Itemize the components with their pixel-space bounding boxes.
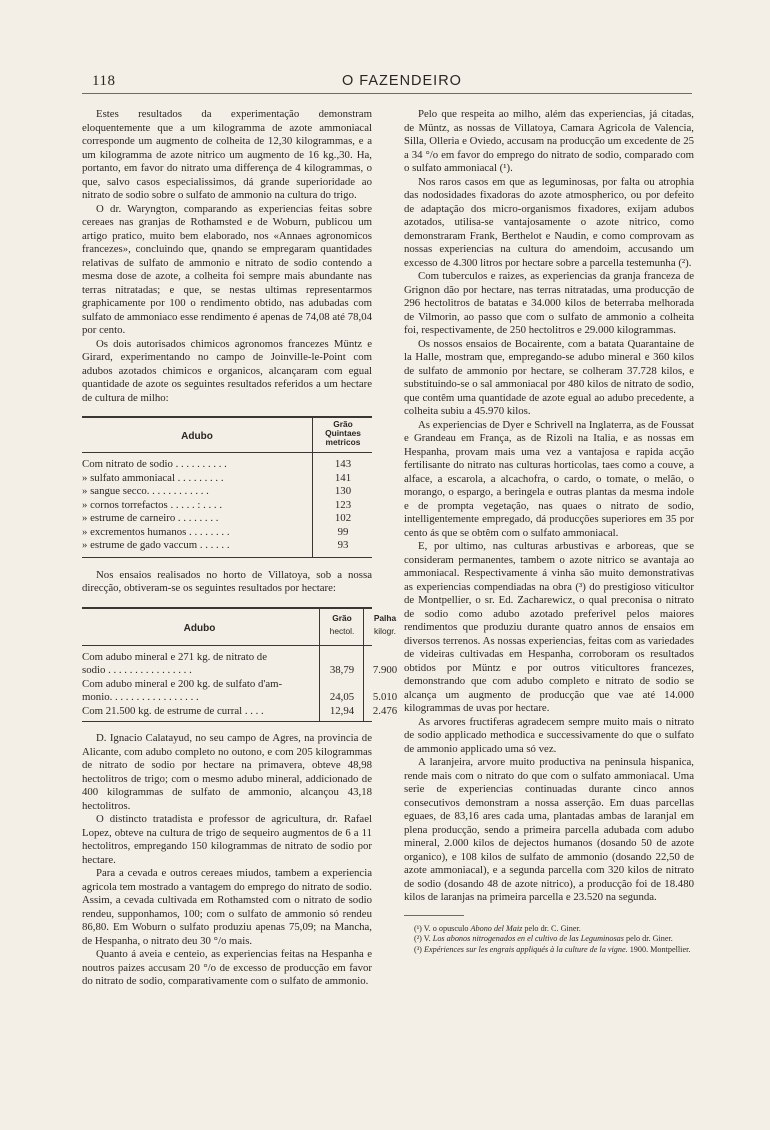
running-header (82, 70, 692, 92)
paragraph: O dr. Waryngton, comparando as experiencias feitas sobre cereaes nas granjas de Rothamsted e de Woburn, publicou um artigo pratico, muito bem elaborado, nos «Annaes agronomicos francezes», concluindo que, qnando se empregaram quantidades relativas de sulfato de ammonio e nitrato de sodio contendo a mesma dose de azote, a colheita foi sempre mais abundante nas terras nitratadas; e que, se nestas ultimas representarmos graphicamente por 100 o rendimento obtido, nas adubadas com sulfato de ammoniaco esse rendimento é apenas de 74,08 até 78,04 por cento. (82, 202, 372, 336)
page-number: 118 (92, 73, 116, 89)
maize-yield-table (82, 416, 372, 558)
paragraph: Com tuberculos e raizes, as experiencias da granja franceza de Grignon dão por hectare, nas terras nitratadas, uma producção de 296 hectolitros de batatas e 34.000 kilos de beterraba melhorada de Vilmorin, ao passo que com o sulfato de ammonio a colheita foi, respectivamente, de 250 hectolitros e 29.000 kilogrammas. (404, 270, 694, 336)
left-column (82, 108, 398, 989)
journal-title: O FAZENDEIRO (342, 73, 462, 89)
villatoya-results-table (82, 607, 398, 723)
table-row: » sulfato ammoniacal . . . . . . . . . 141 (82, 471, 352, 484)
paragraph: A laranjeira, arvore muito productiva na peninsula hispanica, rende mais com o nitrato do que com o sulfato ammoniacal. Uma serie de experiencias continuadas durante cinco annos consecutivos demonstram a nossa asserção. Em duas parcellas eguaes, de 83,16 ares cada uma, plantadas ambas de laranjal em plena producção, sendo a primeira parcella adubada com adubo mineral, 2.000 kilos de dejectos humanos (dosando 50 de azote organico), e 108 kilos de sulfato de ammonio (dosando 22,50 de azote ammoniacal), e a segunda parcella com 320 kilos de nitrato de sodio (dosando 48 de azote nitrico), a producção foi de 18.480 kilos de laranjas na primeira parcella e 23.520 na segunda. (404, 756, 694, 903)
table-header (82, 418, 372, 453)
column-divider (363, 609, 364, 645)
column-header-grao: Grão Quintaes metricos (325, 419, 361, 447)
footnote-2: (²) V. Los abonos nitrogenados en el cultivo de las Leguminosas pelo dr. Giner. (414, 934, 673, 943)
right-column (404, 108, 694, 955)
table-body (82, 453, 372, 557)
paragraph: Estes resultados da experimentação demonstram eloquentemente que a um kilogramma de azote ammoniacal corresponde um augmento de colheita de 12,30 kilogrammas, e a um kilogramma de azote nitrico um augmento de 16 kg.,30. Ha, portanto, em favor do nitrato uma differença de 4 kilogrammas, o que, salvo casos especialissimos, dá grande superioridade ao nitrato de sodio sobre o sulfato de ammonio na cultura do trigo. (82, 108, 372, 201)
paragraph: Nos ensaios realisados no horto de Villatoya, sob a nossa direcção, obtiveram-se os seguintes resultados por hectare: (82, 568, 372, 594)
paragraph: Pelo que respeita ao milho, além das experiencias, já citadas, de Müntz, as nossas de Villatoya, Camara Agricola de Valencia, Silla, Olleria e Oviedo, accusam na producção um excedente de 25 a 34 °/o em favor do emprego do nitrato de sodio, comparado com o sulfato ammoniacal (¹). (404, 108, 694, 174)
footnote-1: (¹) V. o opusculo Abono del Maiz pelo dr. C. Giner. (414, 923, 581, 933)
paragraph: Os dois autorisados chimicos agronomos francezes Müntz e Girard, experimentando no campo de Joinville-le-Point com adubos azotados chimicos e organicos, alcançaram com egual quantidade de azote os seguintes resultados referidos a um hectare de cultura de milho: (82, 337, 372, 404)
paragraph: Nos raros casos em que as leguminosas, por falta ou atrophia das nodosidades fixadoras do azote atmospherico, ou por defeito de adaptação dos micro-organismos fixadores, exijam adubos azotados, utilisa-se vantajosamente o azote nitrico, como demonstraram Frank, Berthelot e Naudin, e como comprovam as nossas experiencias na cultura do amendoim, accusando um excesso de 4.300 litros por hectare sobre a parcella testemunha (²). (404, 175, 694, 269)
column-header-adubo: Adubo (183, 622, 216, 634)
table-row: Com nitrato de sodio . . . . . . . . . . 143 (82, 458, 352, 470)
table-row: Com adubo mineral e 271 kg. de nitrato de (82, 650, 268, 663)
paragraph: E, por ultimo, nas culturas arbustivas e arboreas, que se consideram permanentes, tambem o azote nitrico se avantaja ao ammoniacal. Respectivamente á vinha são muito demonstrativas as experiencias compendiadas na obra (³) do prestigioso viticultor de Montpellier, o sr. Ed. Zacharewicz, o qual preconisa o nitrato de sodio como adubo azotado preferivel pelos maiores rendimentos que produziu durante quatro annos de ensaios em diversos terrenos. As nossas experiencias, feitas com as variedades de videiras cultivadas em Hespanha, corroboram os resultados obtidos por Müntz e por outros viticultores francezes, demonstrando que com adubo completo e nitrato de sodio se alcança um augmento de producção que vae até 14.000 kilogrammas de uvas por hectare. (404, 540, 694, 714)
paragraph: As arvores fructiferas agradecem sempre muito mais o nitrato de sodio applicado methodica e successivamente do que o sulfato de ammonio applicado uma só vez. (404, 715, 694, 755)
footnote-3: (³) Expériences sur les engrais appliqués à la culture de la vigne. 1900. Montpellier. (414, 944, 691, 954)
table-row: » cornos torrefactos . . . . . : . . . . 123 (82, 498, 352, 511)
column-header-grao: Grão hectol. (329, 612, 355, 636)
footnote-rule (404, 915, 464, 916)
column-divider (312, 418, 313, 452)
paragraph: As experiencias de Dyer e Schrivell na Inglaterra, as de Foussat e Grandeau em França, as de Rizoli na Italia, e as nossas em Hespanha, provam mais uma vez a vantajosa e rapida acção fertilisante do nitrato nas culturas horticolas, taes como a couve, a alface, a escarola, a alcachofra, o cardo, o tomate, o melão, o morango, o espargo, a beringela e outras plantas da mesma indole e de prompta vegetação, nas quaes o nitrato de sodio, intelligentemente empregado, dá producções superiores em 35 por cento ás que se obtêm com o sulfato ammoniacal. (404, 418, 694, 539)
column-header-adubo: Adubo (181, 431, 213, 442)
table-body (82, 646, 398, 722)
table-row: » estrume de gado vaccum . . . . . . 93 (82, 539, 349, 551)
paragraph: Quanto á aveia e centeio, as experiencias feitas na Hespanha e noutros paizes accusam 20 °/o de excesso de producção em favor do nitrato de sodio, comparativamente com o sulfato de ammonio. (82, 948, 372, 987)
paragraph: D. Ignacio Calatayud, no seu campo de Agres, na provincia de Alicante, com adubo completo no outono, e com 205 kilogrammas de nitrato de sodio por hectare na primavera, obteve 48,98 hectolitros de trigo; com o mesmo adubo mineral, addicionado de 400 kilogrammas de sulfato de ammonio, alcançou 43,18 hectolitros. (82, 732, 372, 812)
column-header-palha: Palha kilogr. (373, 612, 397, 636)
table-row: » sangue secco. . . . . . . . . . . . 130 (82, 485, 352, 497)
table-row: Com 21.500 kg. de estrume de curral . . . . 12,94 2.476 (82, 704, 398, 717)
paragraph: O distincto tratadista e professor de agricultura, dr. Rafael Lopez, obteve na cultura de trigo de sequeiro augmentos de 6 a 11 hectolitros, empregando 150 kilogrammas de nitrato de sodio por hectare. (82, 813, 372, 866)
table-row: monio. . . . . . . . . . . . . . . . . 24,05 5.010 (82, 691, 398, 703)
table-header (82, 609, 397, 646)
table-row: Com adubo mineral e 200 kg. de sulfato d'am- (82, 677, 283, 690)
paragraph: Para a cevada e outros cereaes miudos, tambem a experiencia agricola tem mostrado a vantagem do emprego do nitrato de sodio. Assim, a cevada cultivada em Rothamsted com o nitrato de sodio rendeu, supponhamos, 100; com o sulfato de ammonio só rendeu 86,80. Em Woburn o sulfato produziu apenas 75,09; na Mancha, de Hespanha, o nitrato deu 30 °/o mais. (82, 867, 372, 947)
table-row: sodio . . . . . . . . . . . . . . . . 38,79 7.900 (82, 664, 398, 676)
header-rule (82, 93, 692, 94)
paragraph: Os nossos ensaios de Bocairente, com a batata Quarantaine de la Halle, mostram que, empregando-se adubo mineral e 360 kilos de sulfato de ammonio por hectare, se colheram 37.728 kilos, e substituindo-se o sal ammoniacal por 480 kilos de nitrato de sodio, que contêm uma quantidade de azote egual ao adubo precedente, a colheita subiu a 45.970 kilos. (404, 337, 694, 417)
column-divider (319, 609, 320, 645)
table-row: » estrume de carneiro . . . . . . . . 102 (82, 512, 352, 524)
table-row: » excrementos humanos . . . . . . . . 99 (82, 525, 349, 538)
